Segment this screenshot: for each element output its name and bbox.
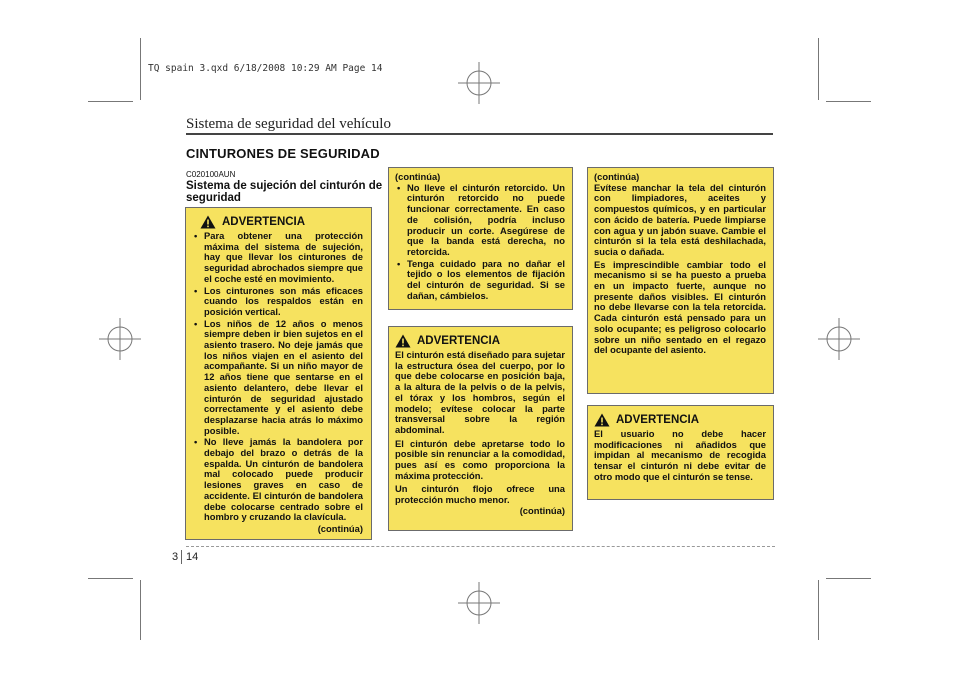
- warning-list: [192, 231, 363, 523]
- list-item: • Los cinturones son más eficaces cuando los respaldos están en posición vertical.: [192, 286, 363, 318]
- list-item: • Tenga cuidado para no dañar el tejido o los elementos de fijación del cinturón de seguridad. Si se dañan, cámbielos.: [395, 259, 565, 302]
- warning-heading: ADVERTENCIA: [395, 334, 565, 348]
- footer-rule: [186, 546, 775, 547]
- warning-box-5: [587, 405, 774, 500]
- list-item: • No lleve jamás la bandolera por debajo del brazo o detrás de la espalda. Un cinturón de bandolera mal colocado puede producir lesiones graves en caso de accidente. El cinturón de bandolera debe colocarse centrado sobre el hombro y cruzando la clavícula.: [192, 437, 363, 523]
- continued-from-label: (continúa): [395, 171, 441, 182]
- warning-paragraph: Un cinturón flojo ofrece una protección mucho menor.: [395, 483, 565, 506]
- warning-triangle-icon: [395, 334, 411, 348]
- section-code: C020100AUN: [186, 170, 236, 179]
- list-item: • Los niños de 12 años o menos siempre deben ir bien sujetos en el asiento trasero. No deje jamás que los niños viajen en el asiento del acompañante. Si un niño mayor de 12 años tiene que sentarse en el asiento delantero, debe llevar el cinturón de seguridad ajustado correctamente y el asiento debe desplazarse hacia atrás lo máximo posible.: [192, 319, 363, 437]
- continued-label: (continúa): [519, 504, 565, 516]
- crosshair-registration-icon: [458, 62, 500, 104]
- footer-separator: [181, 550, 182, 564]
- warning-box-3: [388, 326, 573, 531]
- page-number: 14: [186, 551, 199, 563]
- crosshair-registration-icon: [458, 582, 500, 624]
- continued-from-label: (continúa): [594, 171, 640, 182]
- continued-box-4: [587, 167, 774, 394]
- list-item: • No lleve el cinturón retorcido. Un cinturón retorcido no puede funcionar correctamente. En caso de colisión, podría incluso producir un corte. Asegúrese de que la banda está derecha, no retorcida.: [395, 183, 565, 258]
- warning-list: [395, 183, 565, 302]
- warning-paragraph: Es imprescindible cambiar todo el mecanismo si se ha puesto a prueba en un impacto fuerte, aunque no presente daños visibles. El cinturón no debe llevarse con la tela retorcida. Cada cinturón está pensado para un solo ocupante; es peligroso colocarlo sobre un niño sentado en el regazo del ocupante del asiento.: [594, 258, 766, 356]
- section-title: CINTURONES DE SEGURIDAD: [186, 146, 380, 161]
- print-metadata: TQ spain 3.qxd 6/18/2008 10:29 AM Page 14: [148, 63, 383, 74]
- warning-paragraph: El cinturón está diseñado para sujetar la estructura ósea del cuerpo, por lo que debe colocarse en posición baja, a la altura de la pelvis o de la pelvis, el tórax y los hombros, según el modelo; evítese colocar la parte transversal sobre la región abdominal.: [395, 349, 565, 435]
- list-item: • Para obtener una protección máxima del sistema de sujeción, hay que llevar los cinturones de seguridad abrochados siempre que el coche esté en movimiento.: [192, 231, 363, 285]
- warning-triangle-icon: [594, 413, 610, 427]
- subsection-title: Sistema de sujeción del cinturón de seguridad: [186, 180, 383, 204]
- warning-heading: ADVERTENCIA: [192, 215, 363, 229]
- warning-paragraph: Evítese manchar la tela del cinturón con limpiadores, aceites y compuestos químicos, y en particular con ácido de batería. Puede limpiarse con agua y un jabón suave. Cambie el cinturón si la tela está deshilachada, sucia o dañada.: [594, 181, 766, 257]
- running-header: Sistema de seguridad del vehículo: [186, 116, 391, 132]
- header-rule: [186, 133, 773, 135]
- warning-paragraph: El usuario no debe hacer modificaciones ni añadidos que impidan al mecanismo de recogida tensar el cinturón ni debe evitar de otro modo que el cinturón se tense.: [594, 428, 766, 482]
- crosshair-registration-icon: [99, 318, 141, 360]
- warning-paragraph: El cinturón debe apretarse todo lo posible sin renunciar a la comodidad, pues así es como proporciona la máxima protección.: [395, 437, 565, 481]
- continued-box-2: [388, 167, 573, 310]
- warning-box-1: [185, 207, 372, 540]
- chapter-number: 3: [172, 551, 179, 563]
- warning-triangle-icon: [200, 215, 216, 229]
- crosshair-registration-icon: [818, 318, 860, 360]
- warning-heading: ADVERTENCIA: [594, 413, 766, 427]
- continued-label: (continúa): [317, 522, 363, 534]
